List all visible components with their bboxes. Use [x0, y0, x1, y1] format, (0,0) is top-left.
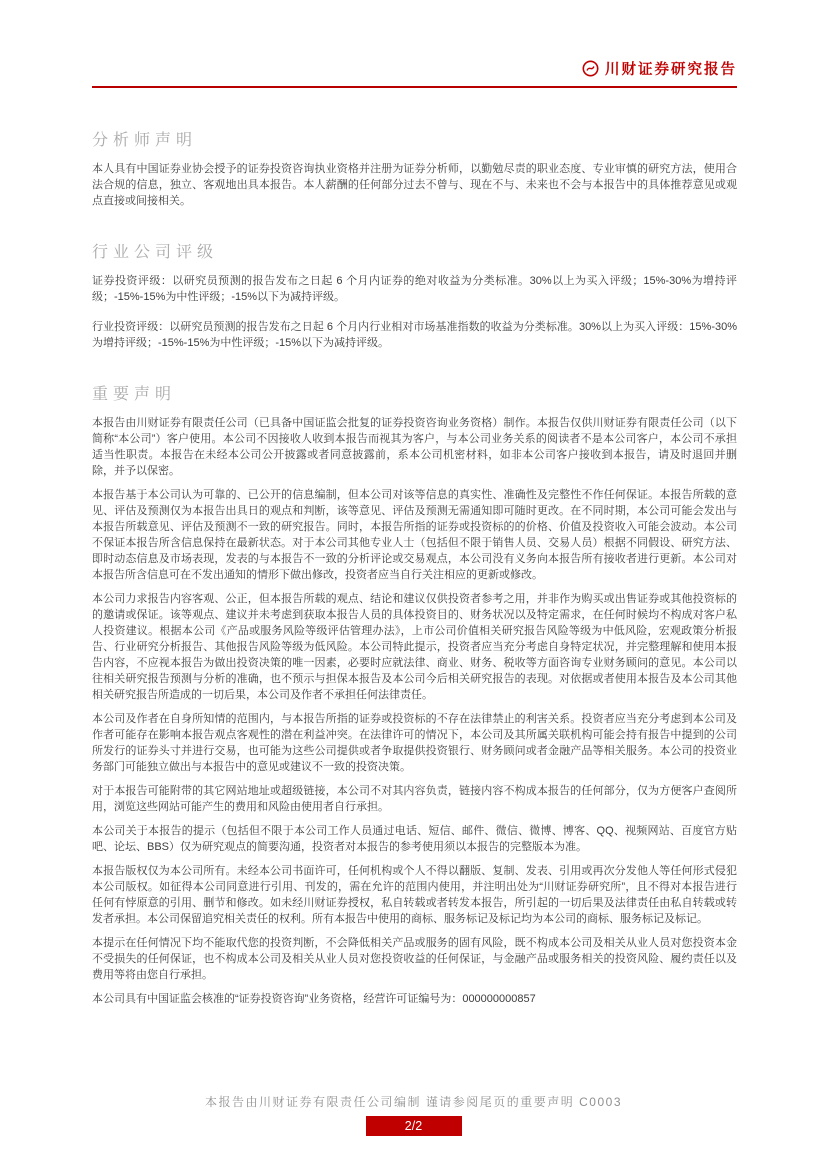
paragraph: 本报告基于本公司认为可靠的、已公开的信息编制，但本公司对该等信息的真实性、准确性及完整性不作任何保证。本报告所载的意见、评估及预测仅为本报告出具日的观点和判断，该等意见、评估及预测无需通知即可随时更改。在不同时期，本公司可能会发出与本报告所载意见、评估及预测不一致的研究报告。同时，本报告所指的证券或投资标的的价格、价值及投资收入可能会波动。本公司不保证本报告所含信息保持在最新状态。对于本公司其他专业人士（包括但不限于销售人员、交易人员）根据不同假设、研究方法、即时动态信息及市场表现，发表的与本报告不一致的分析评论或交易观点，本公司没有义务向本报告所有接收者进行更新。本公司对本报告所含信息可在不发出通知的情形下做出修改，投资者应当自行关注相应的更新或修改。 [92, 489, 737, 581]
paragraph: 本公司力求报告内容客观、公正，但本报告所载的观点、结论和建议仅供投资者参考之用，并非作为购买或出售证券或其他投资标的的邀请或保证。该等观点、建议并未考虑到获取本报告人员的具体投资目的、财务状况以及特定需求，在任何时候均不构成对客户私人投资建议。根据本公司《产品或服务风险等级评估管理办法》，上市公司价值相关研究报告风险等级为中低风险，宏观政策分析报告、行业研究分析报告、其他报告风险等级为低风险。本公司特此提示，投资者应当充分考虑自身特定状况，并完整理解和使用本报告内容，不应视本报告为做出投资决策的唯一因素，必要时应就法律、商业、财务、税收等方面咨询专业财务顾问的意见。本公司以往相关研究报告预测与分析的准确，也不预示与担保本报告及本公司今后相关研究报告的表现。对依据或者使用本报告及本公司其他相关研究报告所造成的一切后果，本公司及作者不承担任何法律责任。 [92, 593, 737, 701]
report-header [92, 58, 737, 88]
section-title: 分析师声明 [92, 132, 198, 149]
section-important-statement [92, 381, 737, 1007]
header-rule [92, 86, 737, 88]
paragraph: 本人具有中国证券业协会授予的证券投资咨询执业资格并注册为证券分析师，以勤勉尽责的职业态度、专业审慎的研究方法，使用合法合规的信息，独立、客观地出具本报告。本人薪酬的任何部分过去不曾与、现在不与、未来也不会与本报告中的具体推荐意见或观点直接或间接相关。 [92, 163, 737, 207]
chuancai-logo-icon [582, 60, 599, 77]
page-indicator: 2/2 [366, 1116, 462, 1136]
paragraph: 行业投资评级：以研究员预测的报告发布之日起 6 个月内行业相对市场基准指数的收益为分类标准。30%以上为买入评级：15%-30%为增持评级；-15%-15%为中性评级；-15%以下为减持评级。 [92, 321, 737, 349]
section-title: 行业公司评级 [92, 244, 219, 261]
section-title: 重要声明 [92, 386, 177, 403]
paragraph: 本报告由川财证券有限责任公司（已具备中国证监会批复的证券投资咨询业务资格）制作。本报告仅供川财证券有限责任公司（以下简称“本公司”）客户使用。本公司不因接收人收到本报告而视其为客户，与本公司业务关系的阅读者不是本公司客户，本公司不承担适当性职责。本报告在未经本公司公开披露或者同意披露前，系本公司机密材料，如非本公司客户接收到本报告，请及时退回并删除，并予以保密。 [92, 417, 737, 477]
section-rating-definitions [92, 239, 737, 351]
paragraph: 本报告版权仅为本公司所有。未经本公司书面许可，任何机构或个人不得以翻版、复制、发表、引用或再次分发他人等任何形式侵犯本公司版权。如征得本公司同意进行引用、刊发的，需在允许的范围内使用，并注明出处为“川财证券研究所”，且不得对本报告进行任何有悖原意的引用、删节和修改。如未经川财证券授权，私自转载或者转发本报告，所引起的一切后果及法律责任由私自转载或转发者承担。本公司保留追究相关责任的权利。所有本报告中使用的商标、服务标记及标记均为本公司的商标、服务标记及标记。 [92, 865, 737, 925]
paragraph: 本提示在任何情况下均不能取代您的投资判断，不会降低相关产品或服务的固有风险，既不构成本公司及相关从业人员对您投资本金不受损失的任何保证，也不构成本公司及相关从业人员对您投资收益的任何保证，与金融产品或服务相关的投资风险、履约责任以及费用等将由您自行承担。 [92, 937, 737, 981]
brand-title: 川财证券研究报告 [605, 62, 737, 78]
report-body [92, 93, 737, 1015]
paragraph: 对于本报告可能附带的其它网站地址或超级链接，本公司不对其内容负责，链接内容不构成本报告的任何部分，仅为方便客户查阅所用，浏览这些网站可能产生的费用和风险由使用者自行承担。 [92, 785, 737, 813]
footer-note: 本报告由川财证券有限责任公司编制 谨请参阅尾页的重要声明 C0003 [204, 1095, 623, 1109]
paragraph: 证券投资评级：以研究员预测的报告发布之日起 6 个月内证券的绝对收益为分类标准。30%以上为买入评级；15%-30%为增持评级；-15%-15%为中性评级；-15%以下为减持评级。 [92, 275, 737, 303]
paragraph: 本公司关于本报告的提示（包括但不限于本公司工作人员通过电话、短信、邮件、微信、微博、博客、QQ、视频网站、百度官方贴吧、论坛、BBS）仅为研究观点的简要沟通，投资者对本报告的参考使用须以本报告的完整版本为准。 [92, 825, 737, 853]
paragraph: 本公司及作者在自身所知情的范围内，与本报告所指的证券或投资标的不存在法律禁止的利害关系。投资者应当充分考虑到本公司及作者可能存在影响本报告观点客观性的潜在利益冲突。在法律许可的情况下，本公司及其所属关联机构可能会持有报告中提到的公司所发行的证券头寸并进行交易，也可能为这些公司提供或者争取提供投资银行、财务顾问或者金融产品等相关服务。本公司的投资业务部门可能独立做出与本报告中的意见或建议不一致的投资决策。 [92, 713, 737, 773]
report-footer [0, 1093, 827, 1136]
paragraph: 本公司具有中国证监会核准的“证券投资咨询”业务资格，经营许可证编号为：000000000857 [92, 993, 536, 1005]
brand-row [92, 58, 737, 79]
section-analyst-statement [92, 127, 737, 209]
